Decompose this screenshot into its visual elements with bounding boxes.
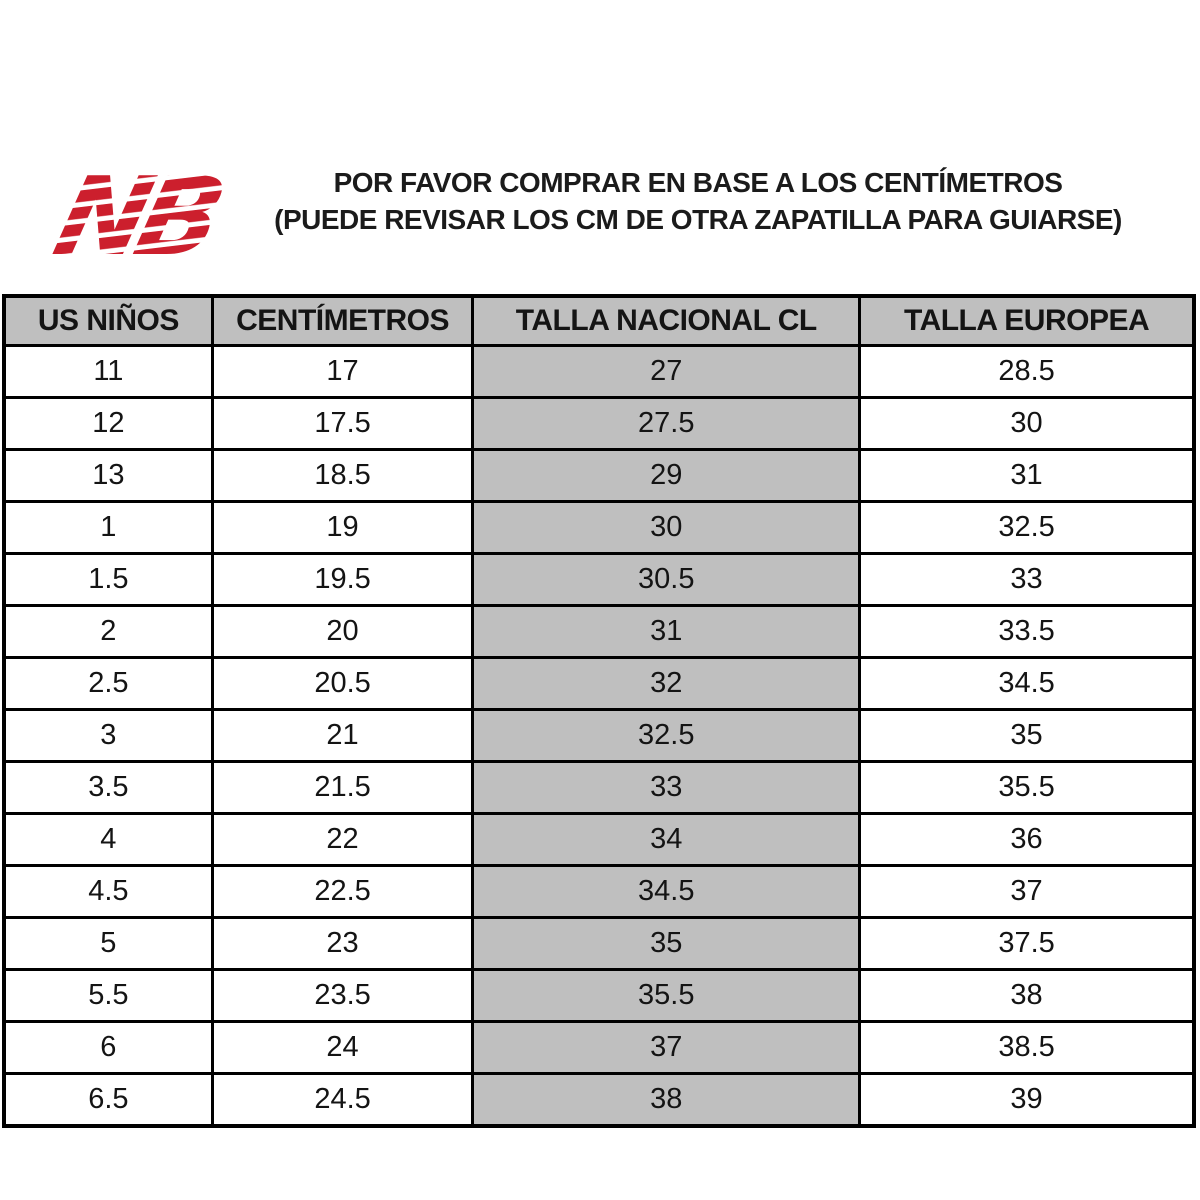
table-cell: 20.5 [212,658,473,710]
table-cell: 34.5 [860,658,1194,710]
table-cell: 21 [212,710,473,762]
table-row [4,398,1194,450]
table-cell: 35 [473,918,860,970]
table-cell: 20 [212,606,473,658]
table-cell: 36 [860,814,1194,866]
table-cell: 29 [473,450,860,502]
title-block [226,164,1200,238]
table-cell: 34.5 [473,866,860,918]
table-cell: 27 [473,346,860,398]
table-cell: 34 [473,814,860,866]
table-row [4,1074,1194,1127]
header-row [4,296,1194,346]
table-row [4,554,1194,606]
table-cell: 32.5 [860,502,1194,554]
table-row [4,658,1194,710]
column-header-3: TALLA EUROPEA [860,296,1194,346]
column-header-0: US NIÑOS [4,296,212,346]
table-cell: 38 [473,1074,860,1127]
table-cell: 19 [212,502,473,554]
table-cell: 23.5 [212,970,473,1022]
table-row [4,970,1194,1022]
title-line-1: POR FAVOR COMPRAR EN BASE A LOS CENTÍMETROS [333,167,1063,198]
column-header-1: CENTÍMETROS [212,296,473,346]
table-cell: 35.5 [860,762,1194,814]
table-cell: 35 [860,710,1194,762]
table-cell: 30 [860,398,1194,450]
table-row [4,346,1194,398]
table-cell: 3.5 [4,762,212,814]
table-cell: 17.5 [212,398,473,450]
table-body [4,346,1194,1127]
size-conversion-table [2,294,1196,1128]
table-cell: 4.5 [4,866,212,918]
table-cell: 32.5 [473,710,860,762]
table-cell: 30.5 [473,554,860,606]
table-row [4,866,1194,918]
table-cell: 33 [473,762,860,814]
table-cell: 2 [4,606,212,658]
table-cell: 33 [860,554,1194,606]
table-cell: 22.5 [212,866,473,918]
table-cell: 24.5 [212,1074,473,1127]
new-balance-logo [46,158,226,276]
table-cell: 1 [4,502,212,554]
table-cell: 18.5 [212,450,473,502]
table-cell: 21.5 [212,762,473,814]
table-cell: 28.5 [860,346,1194,398]
table-row [4,450,1194,502]
table-cell: 3 [4,710,212,762]
table-header-row [4,296,1194,346]
table-cell: 38 [860,970,1194,1022]
table-row [4,710,1194,762]
table-cell: 37 [860,866,1194,918]
nb-logo-icon [46,158,226,276]
table-cell: 17 [212,346,473,398]
header-section [0,0,1200,276]
table-cell: 5 [4,918,212,970]
table-cell: 2.5 [4,658,212,710]
table-cell: 23 [212,918,473,970]
table-cell: 31 [473,606,860,658]
table-cell: 39 [860,1074,1194,1127]
table-cell: 1.5 [4,554,212,606]
table-cell: 13 [4,450,212,502]
table-cell: 27.5 [473,398,860,450]
table-cell: 19.5 [212,554,473,606]
table-cell: 22 [212,814,473,866]
table-cell: 4 [4,814,212,866]
svg-text:NB: NB [46,158,226,276]
table-row [4,918,1194,970]
table-cell: 31 [860,450,1194,502]
table-cell: 33.5 [860,606,1194,658]
table-cell: 37.5 [860,918,1194,970]
table-row [4,606,1194,658]
title-line-2: (PUEDE REVISAR LOS CM DE OTRA ZAPATILLA PARA GUIARSE) [274,204,1122,235]
table-row [4,814,1194,866]
table-row [4,1022,1194,1074]
table-cell: 35.5 [473,970,860,1022]
table-cell: 32 [473,658,860,710]
table-cell: 24 [212,1022,473,1074]
table-row [4,762,1194,814]
table-cell: 6 [4,1022,212,1074]
table-cell: 12 [4,398,212,450]
table-cell: 37 [473,1022,860,1074]
column-header-2: TALLA NACIONAL CL [473,296,860,346]
table-cell: 5.5 [4,970,212,1022]
table-cell: 11 [4,346,212,398]
table-cell: 38.5 [860,1022,1194,1074]
table-cell: 30 [473,502,860,554]
table-row [4,502,1194,554]
table-cell: 6.5 [4,1074,212,1127]
